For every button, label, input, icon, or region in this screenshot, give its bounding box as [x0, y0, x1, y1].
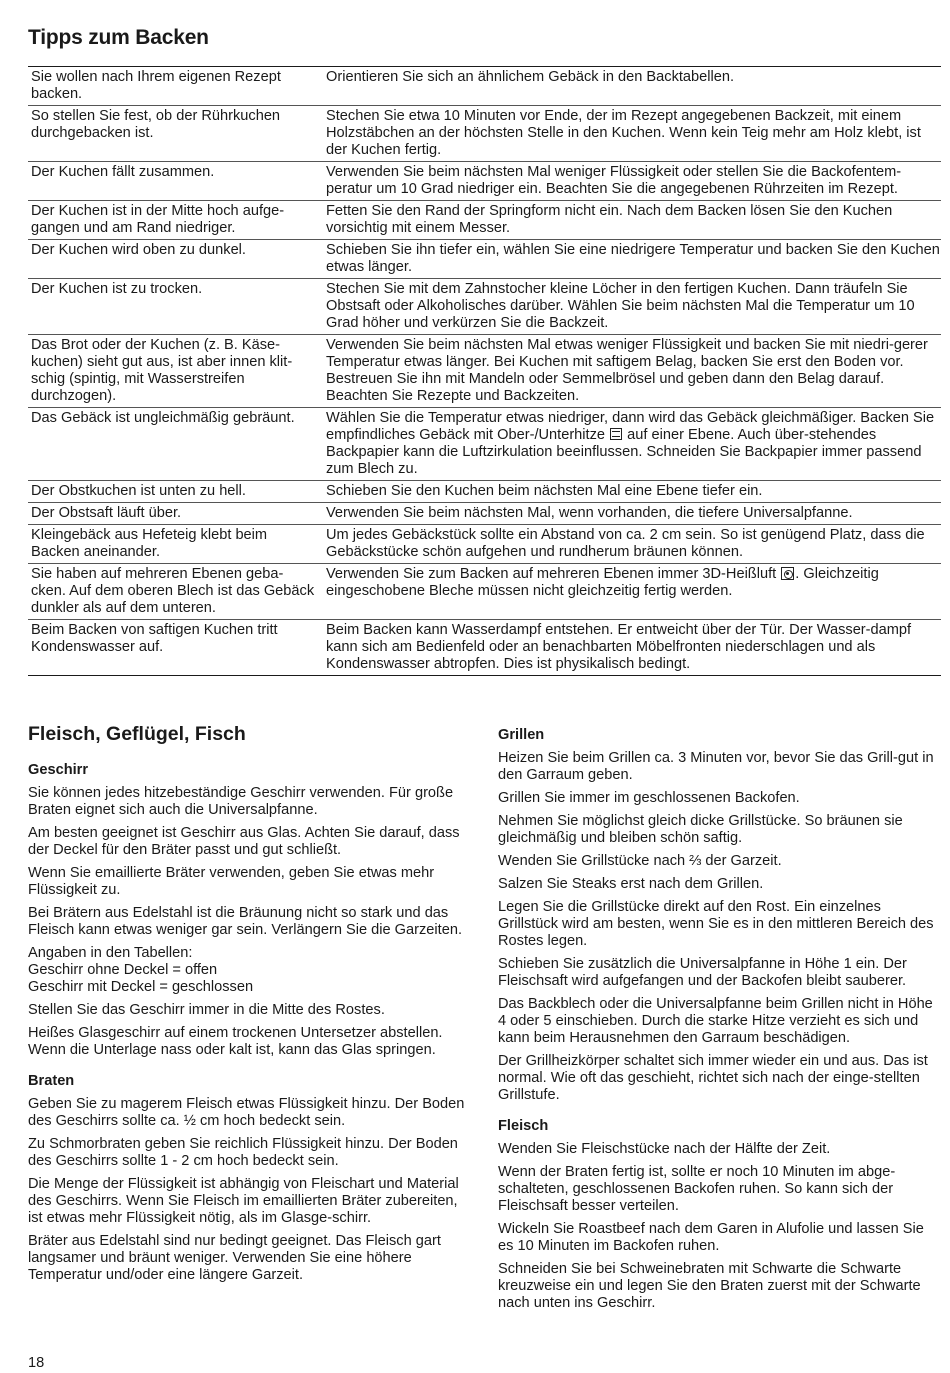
table-row: [28, 620, 941, 676]
tip-solution: Schieben Sie den Kuchen beim nächsten Mal eine Ebene tiefer ein.: [321, 481, 941, 503]
tip-solution: Verwenden Sie beim nächsten Mal weniger Flüssigkeit oder stellen Sie die Backofentem-peratur um 10 Grad niedriger ein. Beachten Sie die angegebenen Rührzeiten im Rezept.: [321, 162, 941, 201]
geschirr-paragraph: Wenn Sie emaillierte Bräter verwenden, geben Sie etwas mehr Flüssigkeit zu.: [28, 865, 435, 898]
table-row: [28, 106, 941, 162]
grillen-paragraph: Heizen Sie beim Grillen ca. 3 Minuten vor, bevor Sie das Grill-gut in den Garraum geben.: [498, 750, 934, 783]
braten-paragraph: Geben Sie zu magerem Fleisch etwas Flüssigkeit hinzu. Der Boden des Geschirrs sollte ca. ½ cm hoch bedeckt sein.: [28, 1096, 465, 1129]
table-row: [28, 481, 941, 503]
table-row: [28, 335, 941, 408]
tip-solution: [321, 408, 941, 481]
tip-solution: Verwenden Sie beim nächsten Mal, wenn vorhanden, die tiefere Universalpfanne.: [321, 503, 941, 525]
tip-problem: Der Kuchen ist zu trocken.: [28, 279, 321, 335]
tip-problem: Das Gebäck ist ungleichmäßig gebräunt.: [28, 408, 321, 481]
page-title: Tipps zum Backen: [28, 26, 209, 49]
tip-problem: Sie wollen nach Ihrem eigenen Rezept backen.: [31, 69, 281, 102]
geschirr-paragraph: Am besten geeignet ist Geschirr aus Glas. Achten Sie darauf, dass der Deckel für den Bräter passt und gut schließt.: [28, 825, 460, 858]
tip-solution-text: Wählen Sie die Temperatur etwas niedriger, dann wird das Gebäck gleichmäßiger. Backen Sie empfindliches Gebäck mit Ober-/Unterhitze: [326, 410, 935, 443]
tip-solution: Orientieren Sie sich an ähnlichem Gebäck in den Backtabellen.: [326, 69, 735, 85]
table-info-line: Geschirr mit Deckel = geschlossen: [28, 979, 254, 995]
geschirr-paragraph: Heißes Glasgeschirr auf einem trockenen Untersetzer abstellen. Wenn die Unterlage nass oder kalt ist, kann das Glas springen.: [28, 1025, 443, 1058]
fleisch-heading: Fleisch: [498, 1118, 549, 1134]
tip-problem: Kleingebäck aus Hefeteig klebt beim Backen aneinander.: [28, 525, 321, 564]
table-info-intro: Angaben in den Tabellen:: [28, 945, 193, 961]
fleisch-paragraph: Wickeln Sie Roastbeef nach dem Garen in Alufolie und lassen Sie es 10 Minuten im Backofen ruhen.: [498, 1221, 924, 1254]
page-number: 18: [28, 1355, 45, 1371]
grillen-paragraph: Legen Sie die Grillstücke direkt auf den Rost. Ein einzelnes Grillstück wird am besten, wenn Sie es in den mittleren Bereich des Rostes legen.: [498, 899, 934, 949]
tip-problem: Der Kuchen wird oben zu dunkel.: [28, 240, 321, 279]
tip-solution: Verwenden Sie beim nächsten Mal etwas weniger Flüssigkeit und backen Sie mit niedri-gerer Temperatur etwas länger. Bei Kuchen mit saftigem Belag, backen Sie erst den Boden vor. Bestreuen Sie ihn mit Mandeln oder Semmelbrösel und geben dann den Belag darauf. Beachten Sie Rezepte und Backzeiten.: [321, 335, 941, 408]
table-row: [28, 162, 941, 201]
geschirr-paragraph: Bei Brätern aus Edelstahl ist die Bräunung nicht so stark und das Fleisch kann etwas weniger gar sein. Verlängern Sie die Garzeiten.: [28, 905, 462, 938]
braten-paragraph: Bräter aus Edelstahl sind nur bedingt geeignet. Das Fleisch gart langsamer und bräunt weniger. Verwenden Sie eine höhere Temperatur und/oder eine längere Garzeit.: [28, 1233, 441, 1283]
grillen-paragraph: Nehmen Sie möglichst gleich dicke Grillstücke. So bräunen sie gleichmäßig und bleiben schön saftig.: [498, 813, 903, 846]
tip-solution: Beim Backen kann Wasserdampf entstehen. Er entweicht über der Tür. Der Wasser-dampf kann sich am Bedienfeld oder an benachbarten Möbelfronten niederschlagen und als Kondenswasser abtropfen. Dies ist physikalisch bedingt.: [321, 620, 941, 676]
grillen-heading: Grillen: [498, 727, 545, 743]
table-row: [28, 67, 941, 106]
tip-problem: Der Kuchen fällt zusammen.: [28, 162, 321, 201]
baking-tips-table: [28, 66, 941, 676]
hot-air-fan-icon: [781, 567, 794, 580]
tip-solution: Fetten Sie den Rand der Springform nicht ein. Nach dem Backen lösen Sie den Kuchen vorsichtig mit einem Messer.: [321, 201, 941, 240]
grillen-paragraph: Salzen Sie Steaks erst nach dem Grillen.: [498, 876, 764, 892]
table-info-paragraph: [28, 945, 470, 996]
table-info-line: Geschirr ohne Deckel = offen: [28, 962, 218, 978]
tip-solution-text: . Gleichzeitig eingeschobene Bleche müssen nicht gleichzeitig fertig werden.: [326, 566, 879, 599]
table-row: [28, 240, 941, 279]
geschirr-paragraph: Sie können jedes hitzebeständige Geschirr verwenden. Für große Braten eignet sich auch die Universalpfanne.: [28, 785, 454, 818]
tip-solution: Schieben Sie ihn tiefer ein, wählen Sie eine niedrigere Temperatur und backen Sie den Kuchen etwas länger.: [321, 240, 941, 279]
tip-problem: Der Obstsaft läuft über.: [28, 503, 321, 525]
left-column: [28, 722, 470, 1290]
tip-problem: Der Kuchen ist in der Mitte hoch aufge-gangen und am Rand niedriger.: [28, 201, 321, 240]
tip-solution: Stechen Sie mit dem Zahnstocher kleine Löcher in den fertigen Kuchen. Dann träufeln Sie Obstsaft oder Alkoholisches darüber. Wählen Sie beim nächsten Mal die Temperatur um 10 Grad höher und verkürzen Sie die Backzeit.: [321, 279, 941, 335]
tip-solution: [321, 564, 941, 620]
tip-problem: Das Brot oder der Kuchen (z. B. Käse-kuchen) sieht gut aus, ist aber innen klit-schig (spintig, mit Wasserstreifen durchzogen).: [28, 335, 321, 408]
fleisch-paragraph: Schneiden Sie bei Schweinebraten mit Schwarte die Schwarte kreuzweise ein und legen Sie den Braten zuerst mit der Schwarte nach unten ins Geschirr.: [498, 1261, 921, 1311]
grillen-paragraph: Wenden Sie Grillstücke nach ⅔ der Garzeit.: [498, 853, 782, 869]
table-row: [28, 408, 941, 481]
section-title: Fleisch, Geflügel, Fisch: [28, 723, 246, 745]
table-row: [28, 503, 941, 525]
tip-solution-text: auf einer Ebene. Auch über-stehendes Backpapier kann die Luftzirkulation beeinflussen. Schneiden Sie Backpapier immer passend zum Blech zu.: [326, 427, 922, 477]
geschirr-heading: Geschirr: [28, 762, 89, 778]
table-row: [28, 525, 941, 564]
braten-paragraph: Die Menge der Flüssigkeit ist abhängig von Fleischart und Material des Geschirrs. Wenn Sie Fleisch im emaillierten Bräter zubereiten, ist etwas mehr Flüssigkeit nötig, als im Glasge-schirr.: [28, 1176, 459, 1226]
tip-solution-text: Verwenden Sie zum Backen auf mehreren Ebenen immer 3D-Heißluft: [326, 566, 777, 582]
geschirr-paragraph: Stellen Sie das Geschirr immer in die Mitte des Rostes.: [28, 1002, 385, 1018]
grillen-paragraph: Das Backblech oder die Universalpfanne beim Grillen nicht in Höhe 4 oder 5 einschieben. Durch die starke Hitze verzieht es sich und kann beim Herausnehmen den Garraum beschädigen.: [498, 996, 933, 1046]
table-row: [28, 564, 941, 620]
grillen-paragraph: Schieben Sie zusätzlich die Universalpfanne in Höhe 1 ein. Der Fleischsaft wird aufgefangen und der Backofen bleibt sauberer.: [498, 956, 907, 989]
fleisch-paragraph: Wenn der Braten fertig ist, sollte er noch 10 Minuten im abge-schalteten, geschlossenen Backofen ruhen. So kann sich der Fleischsaft besser verteilen.: [498, 1164, 896, 1214]
tip-problem: So stellen Sie fest, ob der Rührkuchen durchgebacken ist.: [28, 106, 321, 162]
table-row: [28, 279, 941, 335]
tip-solution: Um jedes Gebäckstück sollte ein Abstand von ca. 2 cm sein. So ist genügend Platz, dass die Gebäckstücke schön aufgehen und rundherum bräunen können.: [321, 525, 941, 564]
grillen-paragraph: Grillen Sie immer im geschlossenen Backofen.: [498, 790, 800, 806]
braten-paragraph: Zu Schmorbraten geben Sie reichlich Flüssigkeit hinzu. Der Boden des Geschirrs sollte 1 - 2 cm hoch bedeckt sein.: [28, 1136, 458, 1169]
right-column: [498, 727, 940, 1318]
tip-problem: Der Obstkuchen ist unten zu hell.: [28, 481, 321, 503]
tip-solution: Stechen Sie etwa 10 Minuten vor Ende, der im Rezept angegebenen Backzeit, mit einem Holzstäbchen an der höchsten Stelle in den Kuchen. Wenn kein Teig mehr am Holz klebt, ist der Kuchen fertig.: [321, 106, 941, 162]
top-bottom-heat-icon: [610, 428, 622, 440]
tip-problem: Beim Backen von saftigen Kuchen tritt Kondenswasser auf.: [28, 620, 321, 676]
braten-heading: Braten: [28, 1073, 75, 1089]
fleisch-paragraph: Wenden Sie Fleischstücke nach der Hälfte der Zeit.: [498, 1141, 831, 1157]
table-row: [28, 201, 941, 240]
grillen-paragraph: Der Grillheizkörper schaltet sich immer wieder ein und aus. Das ist normal. Wie oft das geschieht, richtet sich nach der einge-stellten Grillstufe.: [498, 1053, 928, 1103]
tip-problem: Sie haben auf mehreren Ebenen geba-cken. Auf dem oberen Blech ist das Gebäck dunkler als auf dem unteren.: [28, 564, 321, 620]
